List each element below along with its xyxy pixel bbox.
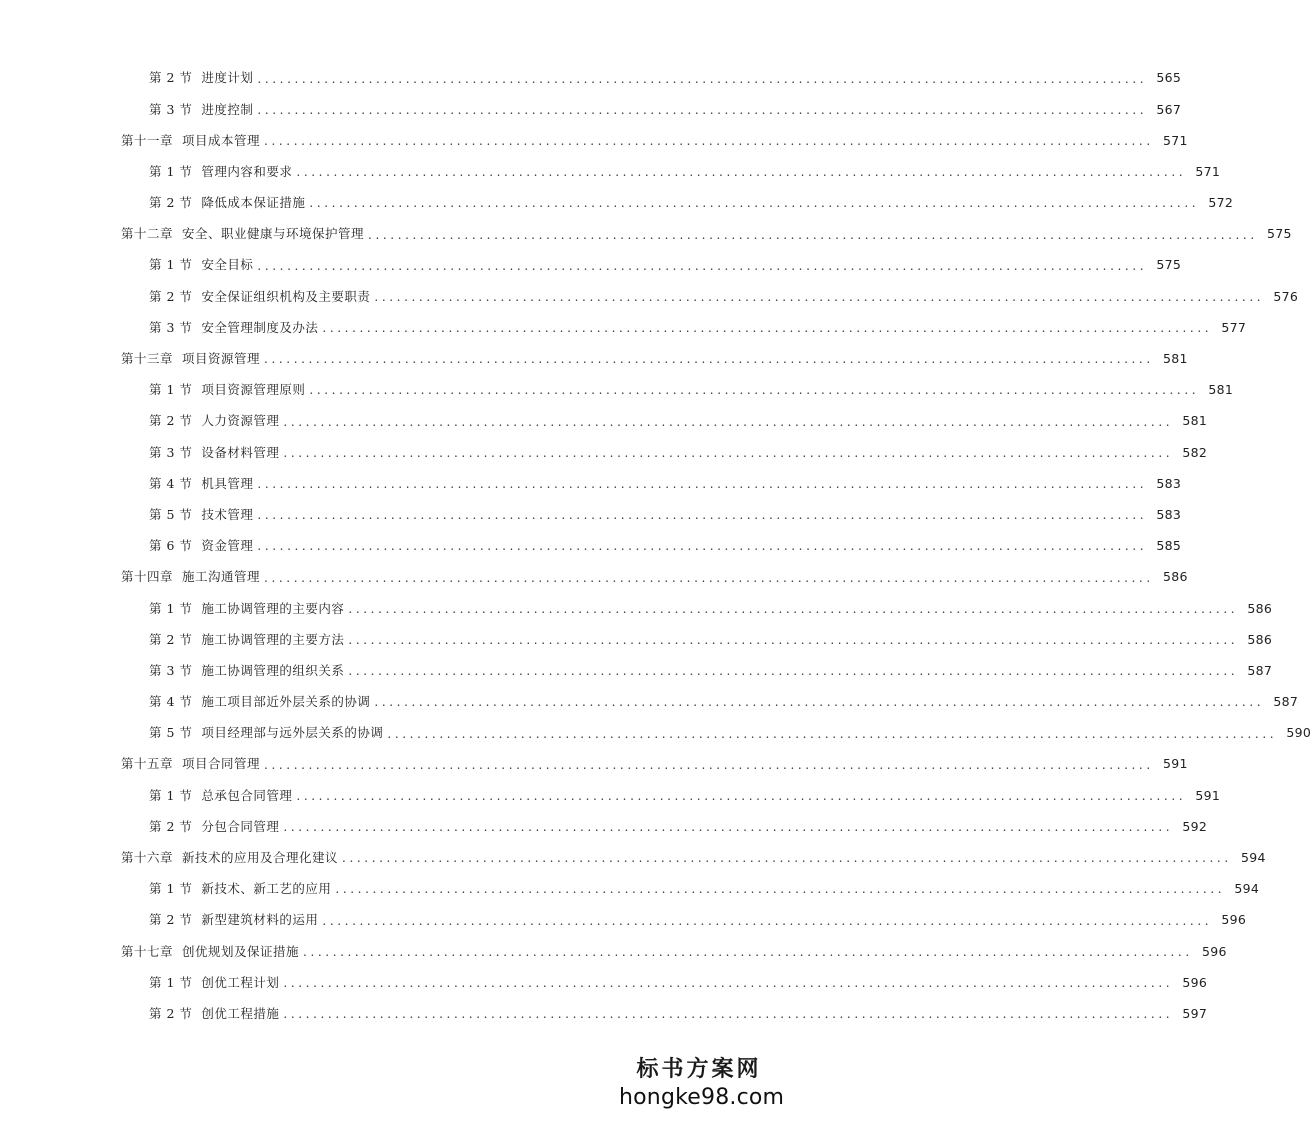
toc-entry-label xyxy=(149,475,254,491)
toc-chapter-entry[interactable] xyxy=(0,562,1188,593)
toc-entry-number: 第十六章 xyxy=(121,850,174,866)
toc-page-number: 594 xyxy=(1234,881,1260,897)
toc-entry-number: 第 2 节 xyxy=(149,631,193,647)
toc-entry-number: 第 5 节 xyxy=(149,725,193,741)
toc-leader-dots: ........................................................................................................................ xyxy=(264,757,1154,772)
toc-page-number: 581 xyxy=(1163,351,1188,367)
toc-entry-label xyxy=(149,1005,280,1021)
toc-leader-dots: ........................................................................................................................ xyxy=(348,632,1239,647)
toc-entry-label xyxy=(121,943,300,959)
toc-entry-number: 第十三章 xyxy=(121,351,174,367)
toc-entry-title: 施工项目部近外层关系的协调 xyxy=(201,694,371,710)
toc-entry-title: 机具管理 xyxy=(201,475,254,491)
toc-section-entry[interactable] xyxy=(0,313,1247,344)
toc-entry-label xyxy=(149,506,254,522)
toc-entry-label xyxy=(149,444,280,460)
toc-leader-dots: ........................................................................................................................ xyxy=(387,726,1278,741)
toc-entry-label xyxy=(149,288,371,304)
toc-entry-number: 第 2 节 xyxy=(149,912,193,928)
toc-page-number: 590 xyxy=(1286,725,1311,741)
toc-entry-label xyxy=(121,571,260,584)
toc-section-entry[interactable] xyxy=(0,687,1299,718)
toc-entry-label xyxy=(149,72,253,85)
toc-section-entry[interactable] xyxy=(0,157,1221,188)
watermark-url: hongke98.com xyxy=(619,1085,785,1110)
toc-leader-dots: ........................................................................................................................ xyxy=(264,352,1154,367)
toc-section-entry[interactable] xyxy=(0,63,1182,94)
toc-entry-label xyxy=(121,758,260,771)
toc-entry-label xyxy=(149,787,293,803)
toc-entry-label xyxy=(149,662,345,678)
toc-entry-title: 总承包合同管理 xyxy=(201,787,293,803)
toc-page-number: 581 xyxy=(1182,413,1208,429)
toc-section-entry[interactable] xyxy=(0,94,1182,125)
toc-section-entry[interactable] xyxy=(0,406,1208,437)
toc-chapter-entry[interactable] xyxy=(0,843,1266,874)
toc-section-entry[interactable] xyxy=(0,281,1299,312)
toc-entry-label xyxy=(149,914,318,927)
toc-page-number: 591 xyxy=(1195,787,1221,803)
toc-entry-title: 新技术的应用及合理化建议 xyxy=(182,850,339,866)
toc-entry-number: 第 4 节 xyxy=(149,475,193,491)
toc-leader-dots: ........................................................................................................................ xyxy=(296,788,1187,803)
toc-entry-number: 第 6 节 xyxy=(149,538,193,554)
toc-section-entry[interactable] xyxy=(0,624,1273,655)
toc-entry-title: 新技术、新工艺的应用 xyxy=(201,881,332,897)
toc-leader-dots: ........................................................................................................................ xyxy=(368,227,1258,242)
toc-page-number: 591 xyxy=(1163,756,1188,772)
toc-section-entry[interactable] xyxy=(0,656,1273,687)
toc-entry-number: 第十七章 xyxy=(121,943,174,959)
toc-entry-label xyxy=(149,883,331,896)
toc-page-number: 583 xyxy=(1156,475,1182,491)
toc-entry-title: 施工协调管理的主要方法 xyxy=(201,631,345,647)
toc-entry-number: 第 3 节 xyxy=(149,662,193,678)
toc-section-entry[interactable] xyxy=(0,437,1208,468)
toc-entry-title: 新型建筑材料的运用 xyxy=(201,912,319,928)
toc-leader-dots: ........................................................................................................................ xyxy=(283,414,1174,429)
toc-page-number: 576 xyxy=(1273,288,1299,304)
toc-page-number: 567 xyxy=(1156,101,1182,117)
toc-entry-label xyxy=(149,974,280,990)
toc-entry-title: 施工协调管理的组织关系 xyxy=(201,662,345,678)
toc-leader-dots: ........................................................................................................................ xyxy=(296,165,1187,180)
toc-entry-title: 项目资源管理 xyxy=(182,351,261,367)
toc-page-number: 571 xyxy=(1163,132,1188,148)
toc-entry-title: 安全保证组织机构及主要职责 xyxy=(201,288,371,304)
toc-page-number: 596 xyxy=(1202,943,1227,959)
toc-page-number: 587 xyxy=(1273,694,1299,710)
toc-leader-dots: ........................................................................................................................ xyxy=(374,289,1265,304)
toc-leader-dots: ........................................................................................................................ xyxy=(283,1007,1174,1022)
toc-page-number: 575 xyxy=(1156,257,1182,273)
toc-entry-title: 项目成本管理 xyxy=(182,132,261,148)
toc-entry-label xyxy=(149,696,370,709)
toc-entry-title: 分包合同管理 xyxy=(201,818,280,834)
toc-page-number: 585 xyxy=(1156,538,1182,554)
toc-section-entry[interactable] xyxy=(0,718,1311,749)
toc-leader-dots: ........................................................................................................................ xyxy=(264,133,1154,148)
toc-entry-label xyxy=(149,259,253,272)
toc-entry-label xyxy=(149,727,383,740)
toc-section-entry[interactable] xyxy=(0,500,1182,531)
toc-entry-label xyxy=(149,600,345,616)
toc-entry-label xyxy=(121,132,261,148)
toc-entry-title: 安全目标 xyxy=(201,257,254,273)
toc-section-entry[interactable] xyxy=(0,967,1208,998)
toc-entry-number: 第 1 节 xyxy=(149,163,193,179)
toc-leader-dots: ........................................................................................................................ xyxy=(257,102,1148,117)
toc-leader-dots: ........................................................................................................................ xyxy=(348,664,1239,679)
toc-entry-title: 项目资源管理原则 xyxy=(201,382,306,398)
toc-entry-title: 施工沟通管理 xyxy=(182,569,261,585)
toc-entry-label xyxy=(149,818,280,834)
toc-entry-label xyxy=(149,415,279,428)
toc-page-number: 577 xyxy=(1221,319,1247,335)
toc-entry-title: 项目合同管理 xyxy=(182,756,261,772)
toc-entry-label xyxy=(149,540,253,553)
toc-leader-dots: ........................................................................................................................ xyxy=(309,383,1200,398)
toc-entry-label xyxy=(121,852,338,865)
toc-page-number: 586 xyxy=(1163,569,1188,585)
toc-section-entry[interactable] xyxy=(0,531,1182,562)
toc-page-number: 575 xyxy=(1267,226,1292,242)
toc-entry-number: 第 2 节 xyxy=(149,818,193,834)
toc-page-number: 571 xyxy=(1195,163,1221,179)
toc-section-entry[interactable] xyxy=(0,780,1221,811)
toc-entry-label xyxy=(149,163,293,179)
toc-leader-dots: ........................................................................................................................ xyxy=(374,695,1265,710)
toc-entry-number: 第 2 节 xyxy=(149,70,193,86)
toc-page-number: 586 xyxy=(1247,631,1273,647)
toc-entry-title: 管理内容和要求 xyxy=(201,163,293,179)
toc-leader-dots: ........................................................................................................................ xyxy=(257,258,1148,273)
toc-leader-dots: ........................................................................................................................ xyxy=(335,882,1226,897)
toc-leader-dots: ........................................................................................................................ xyxy=(257,71,1148,86)
toc-section-entry[interactable] xyxy=(0,250,1182,281)
toc-leader-dots: ........................................................................................................................ xyxy=(348,601,1239,616)
toc-entry-title: 人力资源管理 xyxy=(201,413,280,429)
toc-entry-number: 第 2 节 xyxy=(149,1005,193,1021)
toc-page-number: 586 xyxy=(1247,600,1273,616)
toc-leader-dots: ........................................................................................................................ xyxy=(264,570,1154,585)
toc-page-number: 596 xyxy=(1182,974,1208,990)
toc-entry-number: 第十一章 xyxy=(121,132,174,148)
toc-entry-title: 技术管理 xyxy=(201,506,254,522)
toc-entry-number: 第 4 节 xyxy=(149,694,193,710)
toc-section-entry[interactable] xyxy=(0,188,1234,219)
toc-entry-title: 资金管理 xyxy=(201,538,254,554)
toc-entry-title: 设备材料管理 xyxy=(201,444,280,460)
toc-page-number: 596 xyxy=(1221,912,1247,928)
toc-entry-title: 创优工程措施 xyxy=(201,1005,280,1021)
toc-entry-number: 第 1 节 xyxy=(149,600,193,616)
toc-entry-title: 降低成本保证措施 xyxy=(201,195,306,211)
toc-entry-label xyxy=(149,319,319,335)
toc-entry-number: 第 1 节 xyxy=(149,257,193,273)
toc-page-number: 581 xyxy=(1208,382,1234,398)
toc-entry-number: 第十五章 xyxy=(121,756,174,772)
toc-entry-number: 第 1 节 xyxy=(149,382,193,398)
toc-page-number: 587 xyxy=(1247,662,1273,678)
toc-entry-label xyxy=(149,101,254,117)
toc-entry-title: 项目经理部与远外层关系的协调 xyxy=(201,725,384,741)
toc-leader-dots: ........................................................................................................................ xyxy=(322,321,1213,336)
toc-entry-number: 第 1 节 xyxy=(149,881,193,897)
table-of-contents xyxy=(0,63,1311,1030)
toc-entry-title: 进度控制 xyxy=(201,101,254,117)
toc-section-entry[interactable] xyxy=(0,812,1208,843)
toc-entry-label xyxy=(121,353,260,366)
toc-section-entry[interactable] xyxy=(0,468,1182,499)
toc-entry-title: 创优规划及保证措施 xyxy=(182,943,300,959)
toc-entry-label xyxy=(149,384,305,397)
toc-chapter-entry[interactable] xyxy=(0,749,1188,780)
toc-section-entry[interactable] xyxy=(0,999,1208,1030)
toc-page-number: 565 xyxy=(1156,70,1182,86)
toc-page-number: 594 xyxy=(1241,850,1266,866)
toc-entry-number: 第 3 节 xyxy=(149,319,193,335)
toc-leader-dots: ........................................................................................................................ xyxy=(283,976,1174,991)
toc-page-number: 597 xyxy=(1182,1005,1208,1021)
toc-entry-number: 第 5 节 xyxy=(149,506,193,522)
toc-chapter-entry[interactable] xyxy=(0,125,1188,156)
toc-section-entry[interactable] xyxy=(0,375,1234,406)
toc-leader-dots: ........................................................................................................................ xyxy=(257,539,1148,554)
toc-section-entry[interactable] xyxy=(0,905,1247,936)
toc-entry-number: 第 2 节 xyxy=(149,288,193,304)
toc-leader-dots: ........................................................................................................................ xyxy=(257,508,1148,523)
toc-leader-dots: ........................................................................................................................ xyxy=(303,944,1193,959)
toc-entry-number: 第 2 节 xyxy=(149,195,193,211)
toc-section-entry[interactable] xyxy=(0,593,1273,624)
toc-leader-dots: ........................................................................................................................ xyxy=(257,477,1148,492)
toc-leader-dots: ........................................................................................................................ xyxy=(309,196,1200,211)
toc-chapter-entry[interactable] xyxy=(0,219,1292,250)
toc-entry-title: 进度计划 xyxy=(201,70,254,86)
watermark-brand: 标书方案网 xyxy=(636,1056,762,1082)
toc-page-number: 583 xyxy=(1156,506,1182,522)
toc-leader-dots: ........................................................................................................................ xyxy=(322,913,1213,928)
toc-section-entry[interactable] xyxy=(0,874,1260,905)
toc-entry-number: 第十四章 xyxy=(121,569,174,585)
toc-entry-number: 第 1 节 xyxy=(149,787,193,803)
toc-leader-dots: ........................................................................................................................ xyxy=(283,820,1174,835)
toc-chapter-entry[interactable] xyxy=(0,936,1227,967)
toc-entry-title: 安全管理制度及办法 xyxy=(201,319,319,335)
toc-entry-number: 第 2 节 xyxy=(149,413,193,429)
toc-leader-dots: ........................................................................................................................ xyxy=(342,851,1232,866)
toc-chapter-entry[interactable] xyxy=(0,344,1188,375)
toc-entry-title: 施工协调管理的主要内容 xyxy=(201,600,345,616)
toc-leader-dots: ........................................................................................................................ xyxy=(283,445,1174,460)
toc-entry-number: 第 3 节 xyxy=(149,101,193,117)
toc-entry-label xyxy=(121,228,364,241)
toc-page-number: 582 xyxy=(1182,444,1208,460)
toc-entry-label xyxy=(149,197,305,210)
toc-entry-title: 创优工程计划 xyxy=(201,974,280,990)
toc-entry-number: 第 1 节 xyxy=(149,974,193,990)
watermark-logo xyxy=(619,1052,785,1110)
toc-entry-number: 第 3 节 xyxy=(149,444,193,460)
toc-page-number: 592 xyxy=(1182,818,1208,834)
toc-page-number: 572 xyxy=(1208,195,1234,211)
toc-entry-title: 安全、职业健康与环境保护管理 xyxy=(182,226,365,242)
toc-entry-number: 第十二章 xyxy=(121,226,174,242)
toc-entry-label xyxy=(149,631,345,647)
